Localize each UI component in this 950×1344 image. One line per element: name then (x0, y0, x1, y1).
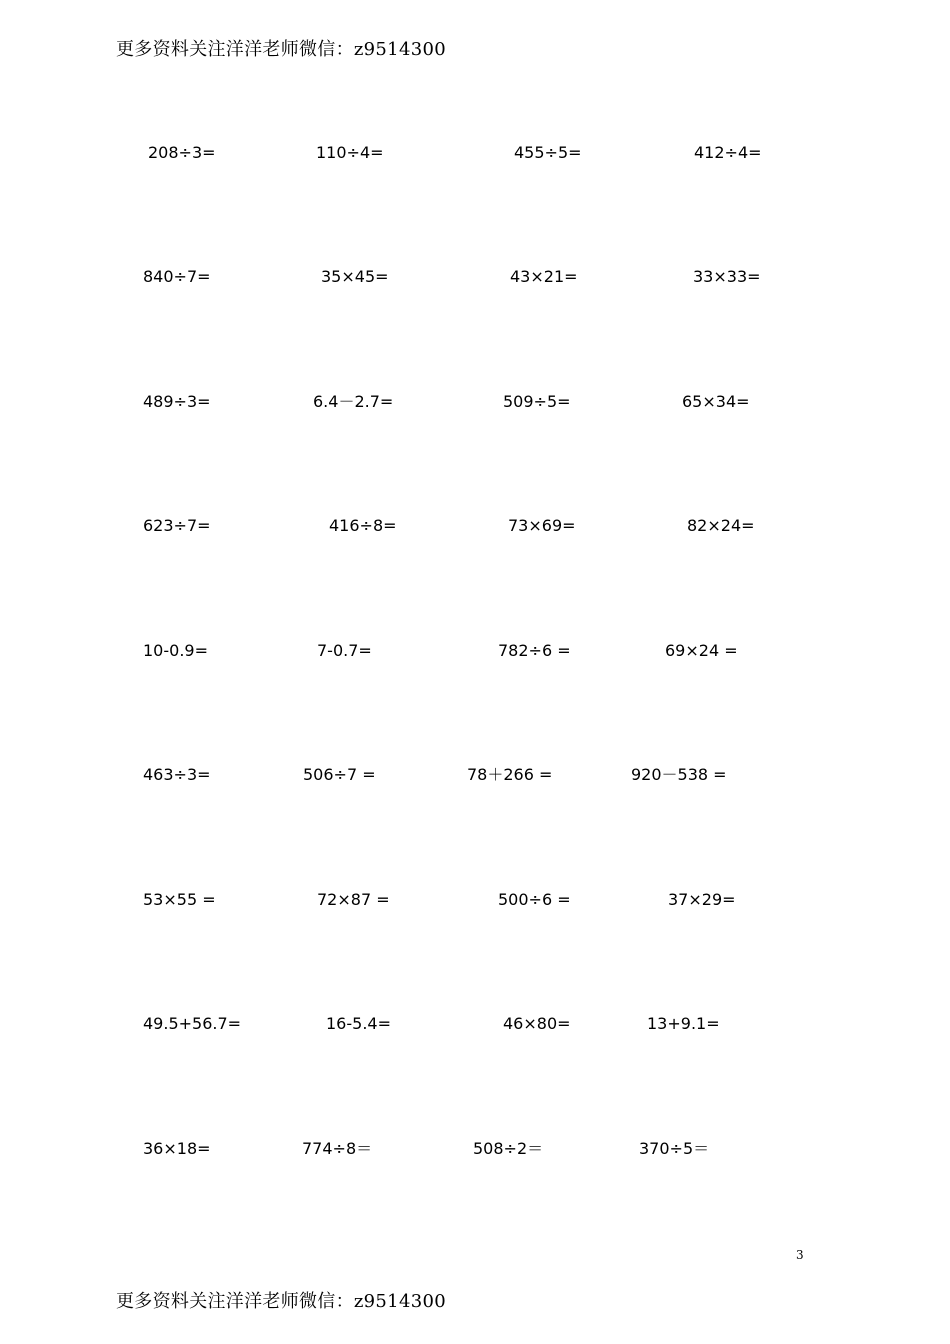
problem-r2-c2: 35×45= (321, 267, 389, 286)
problem-r8-c2: 16-5.4= (326, 1014, 391, 1033)
problem-r3-c3: 509÷5= (503, 392, 571, 411)
page-header: 更多资料关注洋洋老师微信：z9514300 (116, 39, 446, 60)
page-number: 3 (796, 1248, 804, 1262)
problem-r6-c4: 920－538 = (631, 765, 727, 784)
problem-r4-c4: 82×24= (687, 516, 755, 535)
problem-r7-c4: 37×29= (668, 890, 736, 909)
problem-r6-c2: 506÷7 = (303, 765, 376, 784)
problem-r5-c4: 69×24 = (665, 641, 738, 660)
problem-r3-c4: 65×34= (682, 392, 750, 411)
problem-r5-c3: 782÷6 = (498, 641, 571, 660)
problem-r7-c2: 72×87 = (317, 890, 390, 909)
page-footer: 更多资料关注洋洋老师微信：z9514300 (116, 1291, 446, 1312)
problem-r4-c2: 416÷8= (329, 516, 397, 535)
problem-r5-c2: 7-0.7= (317, 641, 372, 660)
problem-r8-c4: 13+9.1= (647, 1014, 720, 1033)
problem-r4-c3: 73×69= (508, 516, 576, 535)
problem-r9-c3: 508÷2＝ (473, 1139, 544, 1158)
problem-r5-c1: 10-0.9= (143, 641, 208, 660)
problem-r8-c1: 49.5+56.7= (143, 1014, 242, 1033)
problem-r1-c2: 110÷4= (316, 143, 384, 162)
problem-r1-c1: 208÷3= (148, 143, 216, 162)
problem-r4-c1: 623÷7= (143, 516, 211, 535)
problem-r8-c3: 46×80= (503, 1014, 571, 1033)
problem-r2-c4: 33×33= (693, 267, 761, 286)
problem-r7-c3: 500÷6 = (498, 890, 571, 909)
problem-r1-c3: 455÷5= (514, 143, 582, 162)
problem-r6-c1: 463÷3= (143, 765, 211, 784)
problem-r6-c3: 78＋266 = (467, 765, 553, 784)
problem-r9-c2: 774÷8＝ (302, 1139, 373, 1158)
problem-r1-c4: 412÷4= (694, 143, 762, 162)
problem-r2-c3: 43×21= (510, 267, 578, 286)
problem-r7-c1: 53×55 = (143, 890, 216, 909)
problem-r9-c4: 370÷5＝ (639, 1139, 710, 1158)
problem-r3-c1: 489÷3= (143, 392, 211, 411)
problem-r9-c1: 36×18= (143, 1139, 211, 1158)
problem-r3-c2: 6.4－2.7= (313, 392, 394, 411)
problem-r2-c1: 840÷7= (143, 267, 211, 286)
